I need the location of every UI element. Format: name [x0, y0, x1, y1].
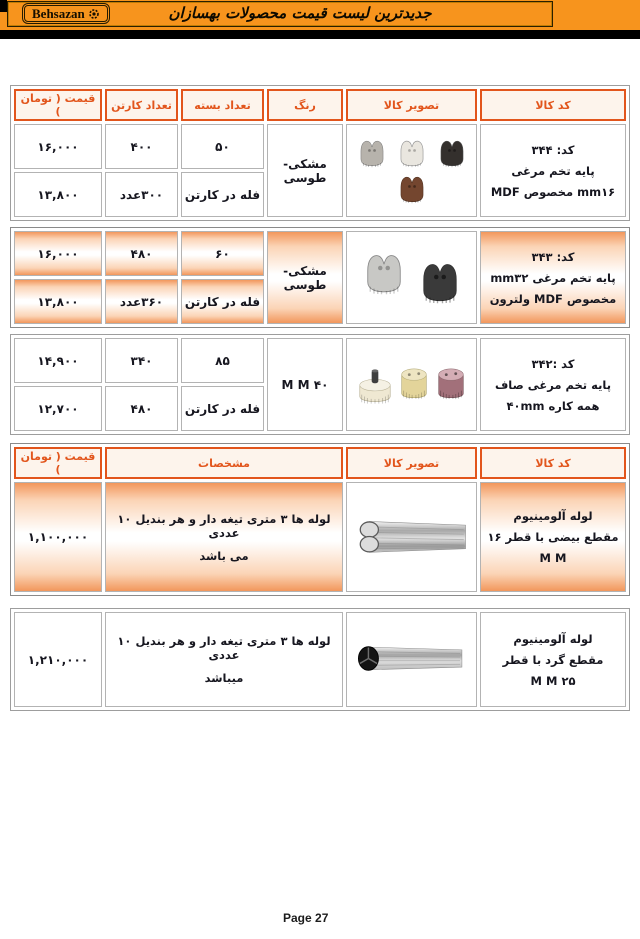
product-code-cell — [480, 482, 626, 592]
product-table-342 — [10, 334, 630, 435]
pack-qty-cell: ۵۰ — [181, 124, 264, 169]
price-cell: ۱,۲۱۰,۰۰۰ — [14, 612, 102, 707]
product-code: کد: ۳۴۳ — [531, 249, 575, 264]
price-cell: ۱,۱۰۰,۰۰۰ — [14, 482, 102, 592]
product-image-cell — [346, 338, 477, 431]
page-number: Page 27 — [283, 911, 329, 925]
product-table-oval-pipe — [10, 443, 630, 596]
table-row — [14, 482, 626, 592]
specs-line: لوله ها ۳ متری تیغه دار و هر بندیل ۱۰ عددی — [117, 634, 331, 662]
product-name: پایه تخم مرغی صاف — [494, 377, 612, 392]
banner-divider — [0, 30, 640, 39]
col-header-image: تصویر کالا — [346, 89, 477, 121]
table-row — [14, 612, 626, 707]
col-header-price: قیمت ( تومان ) — [14, 89, 102, 121]
table-row — [14, 231, 626, 276]
product-spec: مخصوص MDF ولترون — [489, 291, 617, 306]
specs-line: می باشد — [199, 548, 249, 563]
product-spec: M M — [539, 551, 567, 565]
product-code-cell — [480, 231, 626, 324]
product-image-round-pipe — [353, 636, 471, 680]
col-header-color: رنگ — [267, 89, 343, 121]
carton-qty-cell: ۴۸۰ — [105, 386, 178, 431]
product-spec: همه کاره ۴۰mm — [506, 398, 600, 413]
banner-corner — [0, 0, 7, 12]
col-header-pack-qty: تعداد بسته — [181, 89, 264, 121]
carton-qty-cell: ۳۶۰عدد — [105, 279, 178, 324]
price-list-content — [10, 39, 630, 711]
color-cell: ۴۰ M M — [267, 338, 343, 431]
col-header-specs: مشخصات — [105, 447, 343, 479]
pack-qty-cell: ۸۵ — [181, 338, 264, 383]
carton-qty-cell: ۳۰۰عدد — [105, 172, 178, 217]
table-header-row — [14, 89, 626, 121]
product-code: کد: ۳۴۴ — [531, 142, 575, 157]
banner — [0, 0, 640, 30]
product-image-cell — [346, 482, 477, 592]
product-table-344 — [10, 85, 630, 221]
price-cell: ۱۲,۷۰۰ — [14, 386, 102, 431]
product-name: پایه تخم مرغی — [511, 163, 595, 178]
color-cell: مشکی- طوسی — [267, 231, 343, 324]
product-table-round-pipe — [10, 608, 630, 711]
product-spec: ۲۵ M M — [530, 673, 576, 688]
price-cell: ۱۳,۸۰۰ — [14, 172, 102, 217]
pack-qty-cell: فله در کارتن — [181, 172, 264, 217]
product-code-cell — [480, 612, 626, 707]
product-name: لوله آلومینیوم — [513, 509, 593, 523]
product-image-cell — [346, 612, 477, 707]
price-cell: ۱۶,۰۰۰ — [14, 231, 102, 276]
product-image-cell — [346, 231, 477, 324]
col-header-price: قیمت ( تومان ) — [14, 447, 102, 479]
product-table-343 — [10, 227, 630, 328]
price-cell: ۱۶,۰۰۰ — [14, 124, 102, 169]
price-cell: ۱۴,۹۰۰ — [14, 338, 102, 383]
col-header-carton-qty: تعداد کارتن — [105, 89, 178, 121]
product-image-egg-feet-2 — [349, 251, 474, 305]
product-image-cylinder-feet — [349, 362, 474, 408]
specs-cell — [105, 482, 343, 592]
product-code-cell — [480, 338, 626, 431]
product-image-oval-pipe — [353, 512, 471, 560]
pack-qty-cell: فله در کارتن — [181, 279, 264, 324]
product-code: کد :۳۴۲ — [531, 356, 575, 371]
specs-line: لوله ها ۳ متری تیغه دار و هر بندیل ۱۰ عددی — [117, 511, 331, 540]
carton-qty-cell: ۴۸۰ — [105, 231, 178, 276]
product-image-cell — [346, 124, 477, 217]
pack-qty-cell: فله در کارتن — [181, 386, 264, 431]
gear-icon — [88, 8, 100, 20]
product-spec: mm۱۶ مخصوص MDF — [490, 184, 616, 199]
specs-line: میباشد — [204, 671, 244, 685]
carton-qty-cell: ۳۴۰ — [105, 338, 178, 383]
col-header-image: تصویر کالا — [346, 447, 477, 479]
company-logo — [22, 3, 110, 24]
product-image-egg-feet-4 — [349, 138, 474, 204]
product-code-cell — [480, 124, 626, 217]
banner-title: جدیدترین لیست قیمت محصولات بهسازان — [168, 4, 432, 22]
table-header-row — [14, 447, 626, 479]
product-spec: مقطع بیضی با قطر ۱۶ — [487, 530, 619, 544]
carton-qty-cell: ۴۰۰ — [105, 124, 178, 169]
col-header-code: کد کالا — [480, 89, 626, 121]
col-header-code: کد کالا — [480, 447, 626, 479]
price-cell: ۱۳,۸۰۰ — [14, 279, 102, 324]
logo-text: Behsazan — [32, 5, 85, 21]
table-row — [14, 124, 626, 169]
product-name: پایه تخم مرغی mm۳۲ — [490, 270, 616, 285]
pack-qty-cell: ۶۰ — [181, 231, 264, 276]
specs-cell — [105, 612, 343, 707]
color-cell: مشکی- طوسی — [267, 124, 343, 217]
product-name: لوله آلومینیوم — [513, 631, 593, 646]
product-spec: مقطع گرد با قطر — [502, 652, 604, 667]
table-row — [14, 338, 626, 383]
